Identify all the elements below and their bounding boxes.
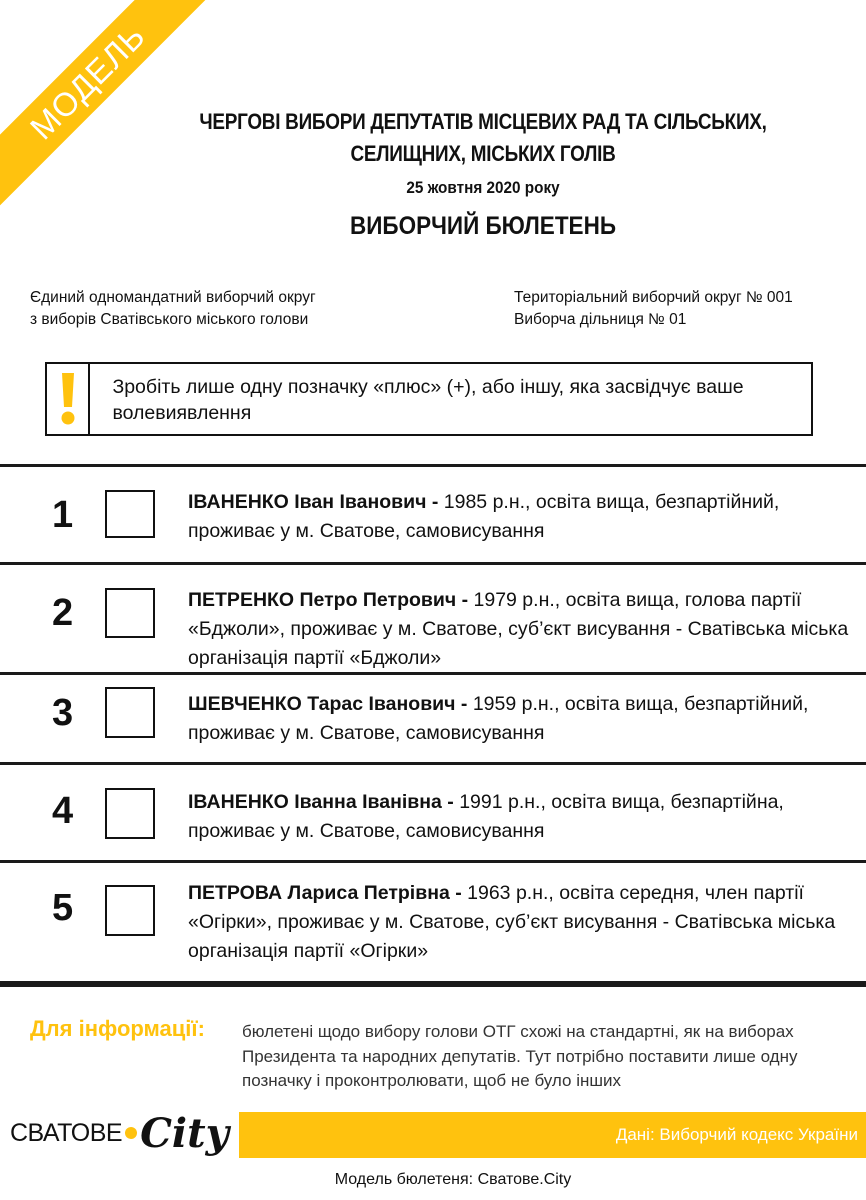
election-date: 25 жовтня 2020 року [406,178,560,197]
divider [0,762,866,765]
candidate-number: 5 [52,887,74,929]
candidate-details: 1991 р.н., освіта вища, безпартійна, проживає у м. Сватове, самовисування [188,791,784,842]
exclamation-icon [47,364,90,434]
candidate-row [0,586,866,671]
candidate-description [188,488,858,546]
candidate-details: 1985 р.н., освіта вища, безпартійний, проживає у м. Сватове, самовисування [188,491,780,542]
candidate-description [188,690,858,748]
candidate-name: ІВАНЕНКО Іванна Іванівна - [188,791,454,813]
district-left-line1: Єдиний одномандатний виборчий округ [30,289,316,306]
divider [0,672,866,675]
logo-dot-icon [125,1127,137,1139]
info-label: Для інформації: [30,1016,205,1041]
candidate-checkbox[interactable] [105,687,155,738]
candidate-checkbox[interactable] [105,788,155,839]
divider [0,860,866,863]
candidate-description [188,586,858,673]
candidate-number: 4 [52,790,74,832]
candidate-name: ПЕТРЕНКО Петро Петрович - [188,589,469,611]
logo-text: СВАТОВЕ [10,1118,123,1147]
candidate-row [0,879,866,969]
candidate-row [0,488,866,563]
candidate-name: ІВАНЕНКО Іван Іванович - [188,491,439,513]
candidate-number: 2 [52,592,74,634]
instruction-text: Зробіть лише одну позначку «плюс» (+), або іншу, яка засвідчує ваше волевиявлення [112,376,744,424]
source-bar [239,1112,866,1158]
candidate-number: 1 [52,494,74,536]
candidate-row [0,788,866,863]
candidate-row [0,690,866,765]
candidate-details: 1979 р.н., освіта вища, голова партії «Бджоли», проживає у м. Сватове, суб’єкт висування - Сватівська міська організація партії «Бджоли» [188,589,849,669]
bottom-divider [0,981,866,987]
source-text: Дані: Виборчий кодекс України [615,1125,858,1144]
candidate-name: ШЕВЧЕНКО Тарас Іванович - [188,693,468,715]
candidate-details: 1959 р.н., освіта вища, безпартійний, проживає у м. Сватове, самовисування [188,693,809,744]
candidate-number: 3 [52,692,74,734]
divider [0,562,866,565]
candidate-details: 1963 р.н., освіта середня, член партії «Огірки», проживає у м. Сватове, суб’єкт висування - Сватівська міська організація партії «Огірки» [188,882,836,962]
credit-text: Модель бюлетеня: Сватове.City [334,1171,572,1188]
sватове-city-logo [10,1108,229,1158]
logo-script: City [140,1109,229,1157]
candidate-name: ПЕТРОВА Лариса Петрівна - [188,882,462,904]
district-right-line1: Територіальний виборчий округ № 001 [514,289,793,306]
candidate-checkbox[interactable] [105,588,155,638]
candidate-description [188,788,858,846]
ballot-title: ВИБОРЧИЙ БЮЛЕТЕНЬ [349,212,616,240]
election-title-line1: ЧЕРГОВІ ВИБОРИ ДЕПУТАТІВ МІСЦЕВИХ РАД ТА СІЛЬСЬКИХ, [199,109,767,134]
model-banner-label: МОДЕЛЬ [22,16,153,147]
candidate-checkbox[interactable] [105,490,155,538]
ballot-header [100,106,866,241]
district-left-line2: з виборів Сватівського міського голови [30,311,309,328]
election-title-line2: СЕЛИЩНИХ, МІСЬКИХ ГОЛІВ [350,141,616,166]
candidate-checkbox[interactable] [105,885,155,936]
district-right-line2: Виборча дільниця № 01 [514,311,687,328]
candidate-description [188,879,858,966]
divider [0,464,866,467]
district-info-right [514,287,793,331]
info-text: бюлетені щодо вибору голови ОТГ схожі на стандартні, як на виборах Президента та народних депутатів. Тут потрібно поставити лише одну позначку і проконтролювати, щоб не було інших [242,1022,798,1090]
district-info-left [30,287,316,331]
voting-instruction [45,362,813,436]
